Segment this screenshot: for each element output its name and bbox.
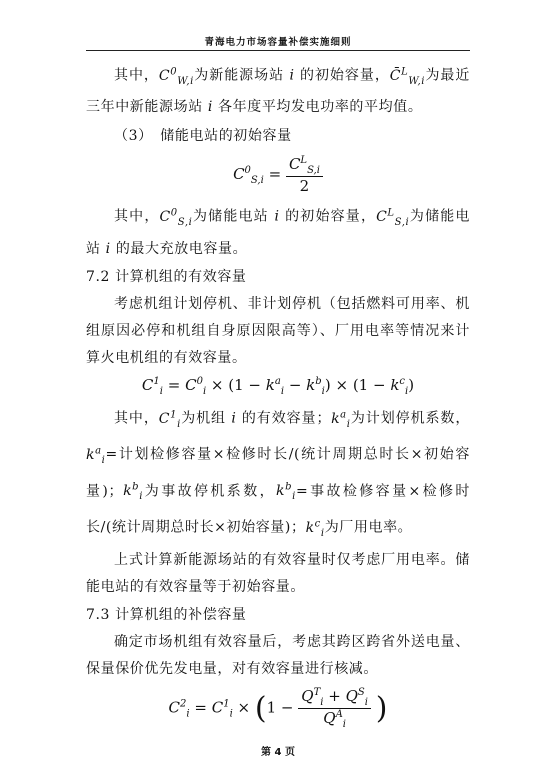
page-number: 第 4 页: [261, 747, 295, 758]
paragraph-effective-capacity-intro: 考虑机组计划停机、非计划停机（包括燃料可用率、机组原因必停和机组自身原因限高等）、厂用电率等情况来计算火电机组的有效容量。: [86, 295, 470, 366]
formula-effective-capacity: $C^1_i = C^0_i \times (1 - k^a_i - k^b_i) \times (1 - k^c_i)$: [141, 375, 415, 397]
paragraph-new-energy-storage-note: 上式计算新能源场站的有效容量时仅考虑厂用电率。储能电站的有效容量等于初始容量。: [86, 551, 470, 595]
section-heading-storage: （3） 储能电站的初始容量: [114, 128, 292, 145]
page-footer: [0, 743, 556, 758]
header-title: 青海电力市场容量补偿实施细则: [204, 37, 352, 48]
paragraph-new-energy-definition: 其中，$C^0_{W,i}$为新能源场站 i 的初始容量，C̄$^L_{W,i}$为最近三年中新能源场站 i 各年度平均发电功率的平均值。: [86, 66, 470, 116]
document-body: [86, 58, 470, 734]
paragraph-storage-definition: 其中，$C^0_{S,i}$为储能电站 i 的初始容量，$C^L_{S,i}$为储能电站 i 的最大充放电容量。: [86, 207, 470, 257]
formula-storage-initial-capacity: $C^0_{S,i}$ = $\frac{C^L_{S,i}}{2}$: [86, 155, 470, 195]
formula-compensation-capacity: $C^2_i = C^1_i \times (1$ − $\frac{Q^T_i + Q^S_i}{Q^A_i}$ ): [168, 686, 388, 730]
paragraph-effective-capacity-definition: 其中，$C^1_i$为机组 i 的有效容量；$k^a_i$为计划停机系数，$k^a_i=$计划检修容量×检修时长/(统计周期总时长×初始容量)；$k^b_i$为事故停机系数，$k^b_i=$事故检修容量×检修时长/(统计周期总时长×初始容量)；$k^c_i$为厂用电率。: [86, 408, 471, 539]
section-heading-7-2: 7.2 计算机组的有效容量: [86, 268, 247, 285]
paragraph-compensation-capacity-intro: 确定市场机组有效容量后，考虑其跨区跨省外送电量、保量保价优先发电量，对有效容量进行核减。: [86, 633, 470, 677]
section-heading-7-3: 7.3 计算机组的补偿容量: [86, 606, 247, 623]
page-header: [86, 34, 470, 51]
